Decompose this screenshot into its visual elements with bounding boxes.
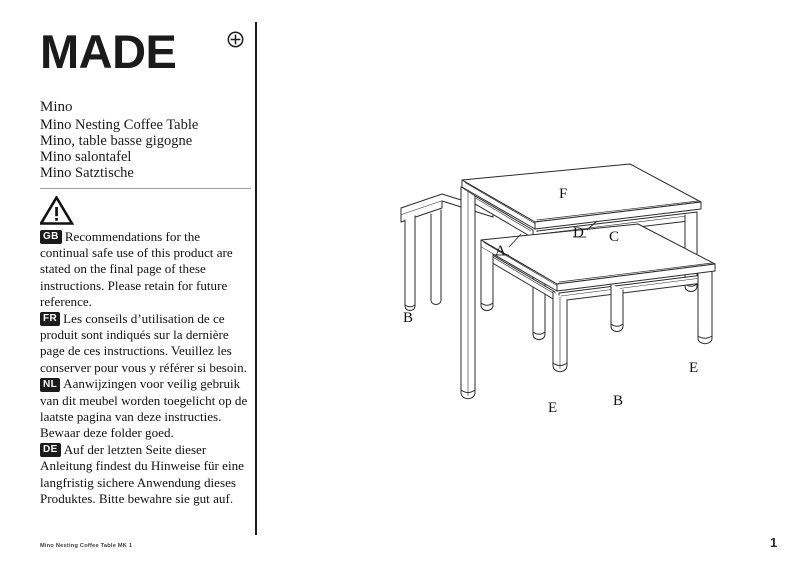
warning-triangle-icon bbox=[40, 196, 74, 225]
part-label-C: C bbox=[609, 229, 620, 245]
part-label-F: F bbox=[559, 186, 568, 202]
page-number: 1 bbox=[770, 535, 778, 550]
instruction-text-nl: Aanwijzingen voor veilig gebruik van dit meubel worden toegelicht op de laatste pagina van deze instructies. Bewaar deze folder goed. bbox=[40, 376, 248, 441]
product-title-list bbox=[40, 100, 252, 182]
instruction-text-fr: Les conseils d’utilisation de ce produit sont indiqués sur la dernière page de ces instructions. Veuillez les conserver pour vous y référer si besoin. bbox=[40, 310, 247, 375]
title-divider-rule bbox=[40, 188, 251, 189]
instruction-paragraph-gb bbox=[40, 229, 252, 311]
part-label-D: D bbox=[573, 225, 584, 241]
lang-tag-fr: FR bbox=[40, 312, 60, 326]
instruction-paragraph-fr bbox=[40, 311, 252, 377]
circled-plus-icon bbox=[227, 31, 244, 48]
instruction-text-de: Auf der letzten Seite dieser Anleitung findest du Hinweise für eine langfristig sichere Anwendung dieses Produktes. Bitte bewahre sie gut auf. bbox=[40, 441, 244, 507]
footer-document-reference: Mino Nesting Coffee Table MK 1 bbox=[40, 543, 133, 549]
lang-tag-nl: NL bbox=[40, 378, 60, 392]
product-title-de: Mino Satztische bbox=[40, 164, 134, 181]
product-title-nl: Mino salontafel bbox=[40, 148, 132, 165]
instruction-paragraph-nl bbox=[40, 376, 252, 442]
part-label-A: A bbox=[495, 243, 506, 259]
lang-tag-gb: GB bbox=[40, 230, 62, 244]
column-divider bbox=[255, 22, 257, 535]
part-label-B-left: B bbox=[403, 310, 414, 326]
safety-instructions-block bbox=[40, 229, 252, 508]
instruction-paragraph-de bbox=[40, 442, 252, 508]
instruction-text-gb: Recommendations for the continual safe use of this product are stated on the final page of these instructions. Please retain for future reference. bbox=[40, 228, 233, 310]
lang-tag-de: DE bbox=[40, 443, 61, 457]
part-label-E-right: E bbox=[689, 360, 699, 376]
product-title-en: Mino Nesting Coffee Table bbox=[40, 116, 199, 133]
part-label-B-right: B bbox=[613, 393, 624, 409]
table-line-drawing bbox=[385, 160, 775, 430]
left-information-column bbox=[40, 25, 252, 507]
part-label-E-front: E bbox=[548, 400, 558, 416]
brand-logo bbox=[40, 25, 252, 80]
product-title-fr: Mino, table basse gigogne bbox=[40, 132, 193, 149]
nesting-coffee-table-illustration bbox=[385, 160, 775, 430]
brand-wordmark: MADE bbox=[40, 25, 177, 78]
product-name: Mino bbox=[40, 99, 73, 115]
